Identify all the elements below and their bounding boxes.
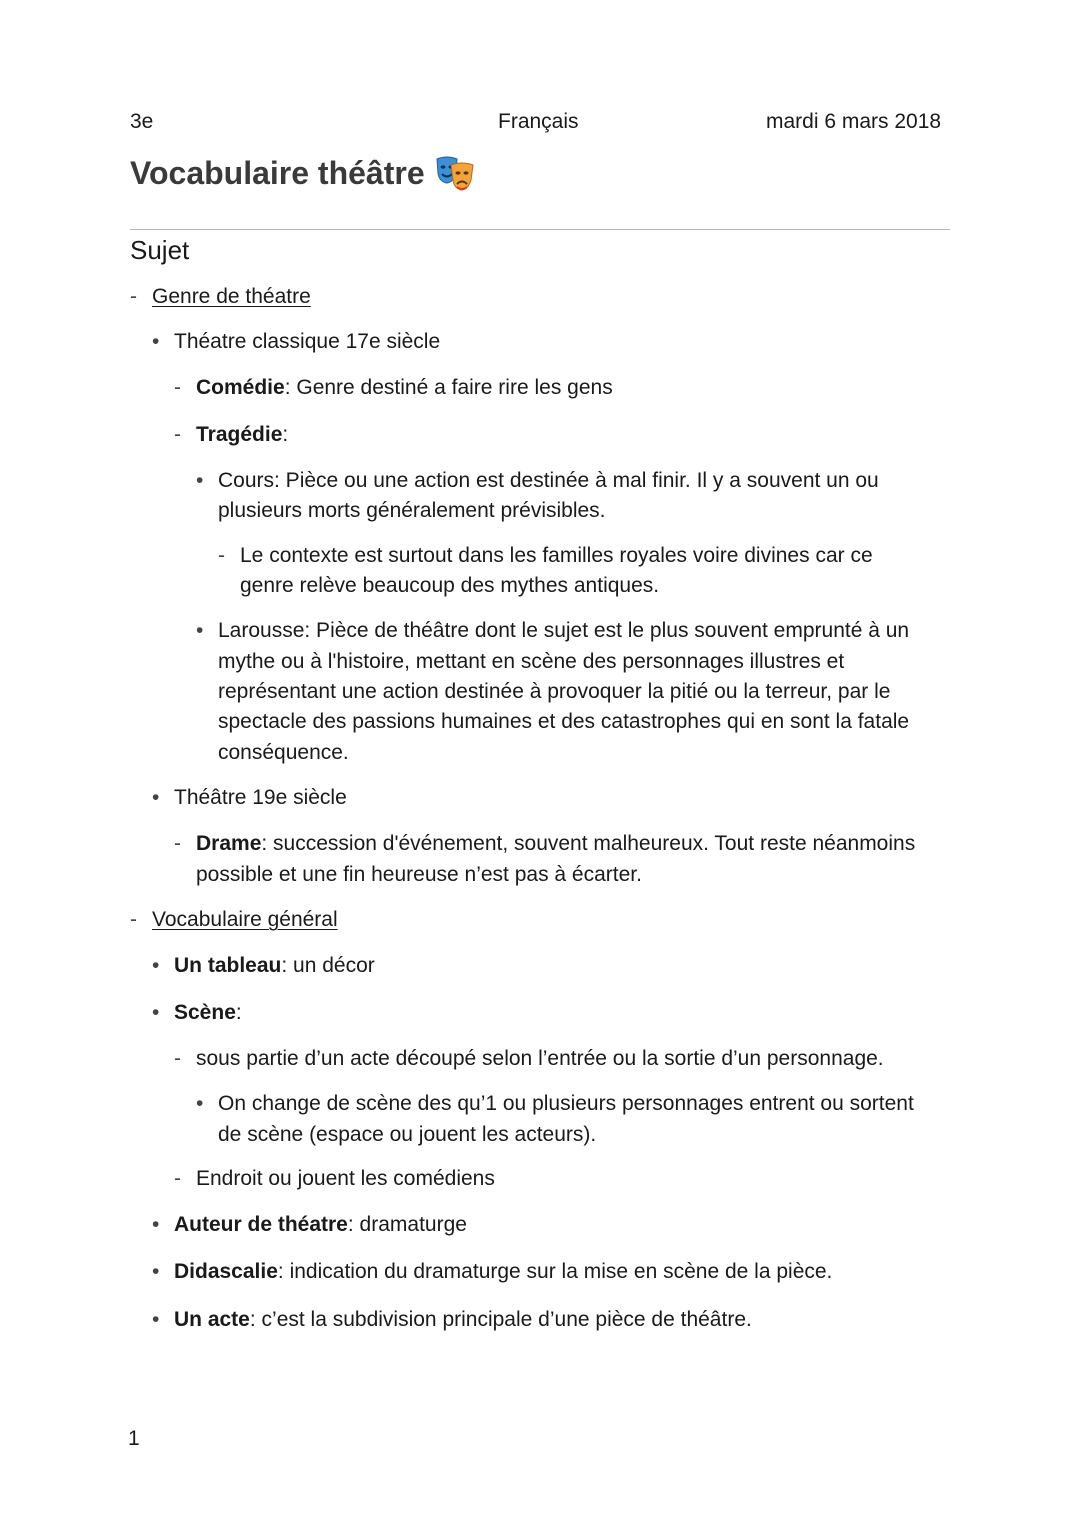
didascalie-term: Didascalie	[174, 1260, 278, 1283]
bullet-marker: •	[196, 1092, 204, 1115]
bullet-marker: •	[152, 1213, 160, 1236]
tragedie-item	[196, 420, 288, 450]
dash-marker: -	[174, 376, 181, 399]
comedie-item	[196, 373, 613, 403]
auteur-item	[174, 1210, 467, 1240]
title-divider	[130, 229, 950, 230]
cours-line-2: plusieurs morts généralement prévisibles.	[218, 499, 606, 522]
contexte-line-1: Le contexte est surtout dans les familles royales voire divines car ce	[240, 544, 873, 567]
classique-label: Théatre classique 17e siècle	[174, 330, 441, 353]
vocab-heading: Vocabulaire général	[152, 908, 338, 931]
acte-def: : c’est la subdivision principale d’une pièce de théâtre.	[249, 1308, 752, 1331]
comedie-term: Comédie	[196, 376, 285, 399]
acte-term: Un acte	[174, 1308, 250, 1331]
larousse-line-3: représentant une action destinée à provoquer la pitié ou la terreur, par le	[218, 680, 891, 703]
bullet-marker: •	[196, 619, 204, 642]
dash-marker: -	[174, 423, 181, 446]
bullet-marker: •	[196, 469, 204, 492]
drame-def-1: : succession d'événement, souvent malheureux. Tout reste néanmoins	[261, 832, 916, 855]
didascalie-item	[174, 1257, 832, 1287]
scene-sub-line-1: On change de scène des qu’1 ou plusieurs personnages entrent ou sortent	[218, 1092, 914, 1115]
bullet-marker: •	[152, 1308, 160, 1331]
page-title-row	[130, 152, 475, 194]
scene-item	[174, 998, 242, 1028]
header-subject: Français	[498, 110, 579, 133]
scene-term: Scène	[174, 1001, 236, 1024]
didascalie-def: : indication du dramaturge sur la mise en scène de la pièce.	[277, 1260, 833, 1283]
scene-sub-line-2: de scène (espace ou jouent les acteurs).	[218, 1123, 597, 1146]
page-title: Vocabulaire théâtre	[130, 155, 425, 191]
larousse-line-2: mythe ou à l'histoire, mettant en scène des personnages illustres et	[218, 650, 845, 673]
tableau-def: : un décor	[281, 954, 375, 977]
dash-marker: -	[130, 908, 137, 931]
scene-def-2: Endroit ou jouent les comédiens	[196, 1167, 495, 1190]
contexte-line-2: genre relève beaucoup des mythes antiques.	[240, 574, 660, 597]
header-date: mardi 6 mars 2018	[766, 110, 942, 133]
drame-line-2: possible et une fin heureuse n’est pas à écarter.	[196, 863, 642, 886]
tragedie-term: Tragédie	[196, 423, 283, 446]
bullet-marker: •	[152, 1260, 160, 1283]
bullet-marker: •	[152, 786, 160, 809]
larousse-line-4: spectacle des passions humaines et des catastrophes qui en sont la fatale	[218, 710, 910, 733]
tableau-item	[174, 951, 375, 981]
acte-item	[174, 1305, 752, 1335]
drame-term: Drame	[196, 832, 262, 855]
dash-marker: -	[174, 832, 181, 855]
theater-masks-icon	[435, 153, 475, 193]
dixneuvieme-label: Théâtre 19e siècle	[174, 786, 347, 809]
dash-marker: -	[218, 544, 225, 567]
dash-marker: -	[174, 1167, 181, 1190]
bullet-marker: •	[152, 1001, 160, 1024]
auteur-def: : dramaturge	[347, 1213, 467, 1236]
scene-colon: :	[235, 1001, 242, 1024]
genre-heading: Genre de théatre	[152, 285, 311, 308]
tableau-term: Un tableau	[174, 954, 282, 977]
dash-marker: -	[174, 1047, 181, 1070]
section-heading: Sujet	[130, 235, 190, 265]
larousse-line-5: conséquence.	[218, 741, 349, 764]
page-number: 1	[128, 1427, 140, 1450]
tragedie-colon: :	[282, 423, 289, 446]
scene-def-1: sous partie d’un acte découpé selon l’entrée ou la sortie d’un personnage.	[196, 1047, 884, 1070]
dash-marker: -	[130, 285, 137, 308]
bullet-marker: •	[152, 954, 160, 977]
larousse-line-1: Larousse: Pièce de théâtre dont le sujet est le plus souvent emprunté à un	[218, 619, 910, 642]
bullet-marker: •	[152, 330, 160, 353]
drame-item	[196, 829, 915, 859]
auteur-term: Auteur de théatre	[174, 1213, 348, 1236]
cours-line-1: Cours: Pièce ou une action est destinée à mal finir. Il y a souvent un ou	[218, 469, 879, 492]
header-class: 3e	[130, 110, 154, 133]
comedie-def: : Genre destiné a faire rire les gens	[284, 376, 613, 399]
